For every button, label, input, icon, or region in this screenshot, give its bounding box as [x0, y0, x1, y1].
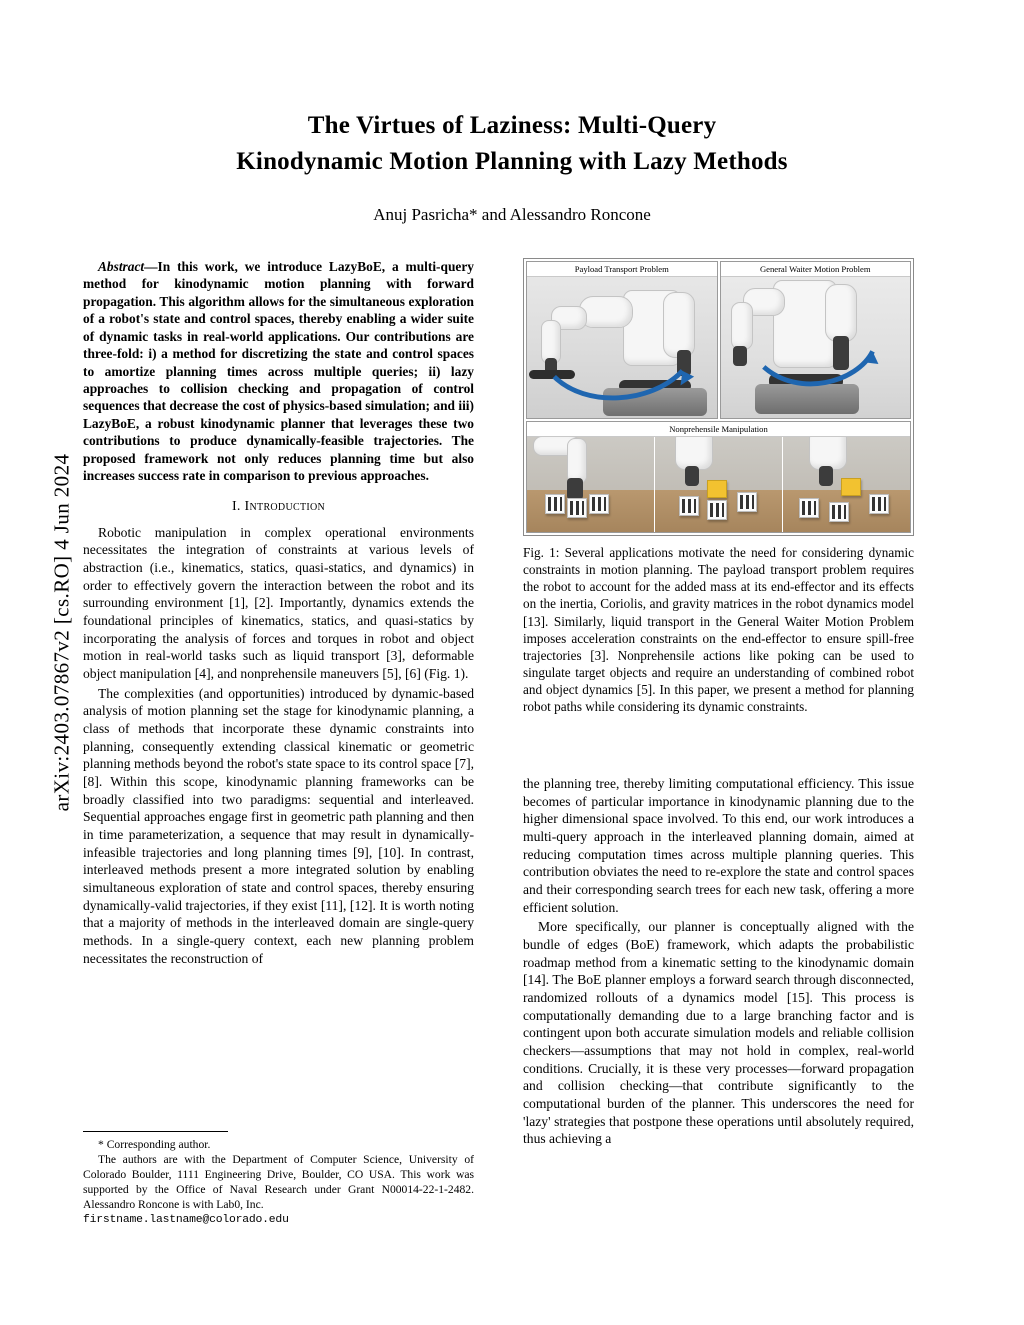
- figure-1: [523, 258, 914, 716]
- title-line-1: The Virtues of Laziness: Multi-Query: [307, 112, 717, 139]
- figure-panel-payload-transport: [526, 261, 718, 419]
- payload-arrow-icon: [527, 262, 716, 416]
- figure-panel-nonprehensile: [526, 421, 911, 533]
- panel-3-title: Nonprehensile Manipulation: [527, 422, 910, 437]
- right-paragraph-1: the planning tree, thereby limiting computational efficiency. This issue becomes of particular importance in kinodynamic planning due to the higher dimensional space involved. To this end, our work introduces a multi-query approach in the interleaved planning domain, aimed at reducing computation times across multiple planning queries. This contribution obviates the need to re-explore the state and control spaces and their corresponding search trees for each new task, offering a more efficient solution.: [523, 776, 914, 915]
- payload-transport-scene: [527, 262, 717, 418]
- footnote-divider: [83, 1131, 228, 1132]
- intro-paragraph-2: The complexities (and opportunities) introduced by dynamic-based analysis of motion planning set the stage for kinodynamic planning, a class of methods that incorporate these dynamic constraints into planning, consequently extending classical kinematic or geometric planning methods beyond the robot's state space to its control space [7], [8]. Within this scope, kinodynamic planning frameworks can be broadly classified into two paradigms: sequential and interleaved. Sequential approaches engage first in geometric path planning and then in time parameterization, a sequence that may result in dynamically-infeasible trajectories and long planning times [9], [10]. In contrast, interleaved methods present a more integrated solution by enabling simultaneous exploration of state and control spaces, thereby ensuring dynamically-valid trajectories, if they exist [11], [12]. It is worth noting that a majority of methods in the interleaved domain are single-query methods. In a single-query context, each new planning problem necessitates the reconstruction of: [83, 685, 474, 966]
- arxiv-stamp: arXiv:2403.07867v2 [cs.RO] 4 Jun 2024: [49, 453, 74, 812]
- figure-panel-waiter-motion: [720, 261, 912, 419]
- right-column: [523, 775, 914, 1148]
- right-paragraph-2: More specifically, our planner is conceptually aligned with the bundle of edges (BoE) framework, which adapts the probabilistic roadmap method from a kinematic setting to the kinodynamic domain [14]. The BoE planner employs a forward search through disconnected, randomized rollouts of a dynamics model [15]. This process is computationally demanding due to a large branching factor and is contingent upon both accurate simulation models and reliable collision checkers—assumptions that may not hold in complex, real-world conditions. Crucially, it is these very processes—forward propagation and collision checking—that contribute significantly to the computational burden of the planner. This underscores the need for 'lazy' strategies that postpone these operations until absolutely required, thus achieving a: [523, 919, 914, 1147]
- abstract-text: —In this work, we introduce LazyBoE, a multi-query method for kinodynamic motion planning with forward propagation. This algorithm allows for the simultaneous exploration of a robot's state and control spaces, thereby enabling a wider suite of dynamic tasks in real-world applications. Our contributions are three-fold: i) a method for discretizing the state and control spaces to amortize planning times across multiple queries; ii) lazy approaches to collision checking and propagation of control sequences that decrease the cost of physics-based simulation; and iii) LazyBoE, a robust kinodynamic planner that leverages these two contributions to produce dynamically-feasible trajectories. The proposed framework not only reduces planning time but also increases success rate in comparison to previous approaches.: [83, 259, 474, 484]
- left-column: [83, 258, 474, 967]
- author-list: Anuj Pasricha* and Alessandro Roncone: [373, 205, 651, 224]
- abstract-label: Abstract: [98, 259, 145, 274]
- abstract-paragraph: [83, 258, 474, 484]
- figure-caption: [523, 544, 914, 716]
- intro-paragraph-1: Robotic manipulation in complex operational environments necessitates the integration of constraints at various levels of abstraction (i.e., kinematics, statics, quasi-statics, and dynamics) in order to effectively govern the interaction between the robot and its surrounding environment [1], [2]. Importantly, dynamics extends the foundational principles of kinematics, statics, and quasi-statics by incorporating the analysis of forces and torques in robot and object motion in real-world tasks such as liquid transport [3], deformable object manipulation [4], and nonprehensile maneuvers [5], [6] (Fig. 1).: [83, 524, 474, 682]
- section-heading-introduction: [83, 498, 474, 516]
- waiter-motion-scene: [721, 262, 911, 418]
- footnote-email[interactable]: firstname.lastname@colorado.edu: [83, 1213, 289, 1226]
- section-title: Introduction: [244, 499, 326, 515]
- title-line-2: Kinodynamic Motion Planning with Lazy Methods: [236, 147, 788, 175]
- figure-top-row: [526, 261, 911, 419]
- nonprehensile-scene: [527, 422, 910, 532]
- waiter-arrow-icon: [721, 262, 910, 416]
- figure-label: Fig. 1:: [523, 545, 560, 560]
- footnote-corresponding: * Corresponding author.: [98, 1138, 211, 1151]
- footnote-block: [83, 1138, 474, 1227]
- section-number: I.: [231, 499, 241, 515]
- figure-image-box: [523, 258, 914, 536]
- panel-1-title: Payload Transport Problem: [527, 262, 717, 277]
- figure-caption-text: Several applications motivate the need for considering dynamic constraints in motion planning. The payload transport problem requires the robot to account for the added mass at its end-effector and its effects on the inertia, Coriolis, and gravity matrices in the robot dynamics model [13]. Similarly, liquid transport in the General Waiter Motion Problem imposes acceleration constraints on the end-effector to ensure spill-free trajectories [3]. Nonprehensile actions like poking can be used to singulate target objects and require an understanding of combined robot and object dynamics [5]. In this paper, we present a method for planning robot paths while considering its dynamic constraints.: [523, 545, 914, 715]
- panel-2-title: General Waiter Motion Problem: [721, 262, 911, 277]
- footnote-affiliation: The authors are with the Department of Computer Science, University of Colorado Boulder, 1111 Engineering Drive, Boulder, CO USA. This work was supported by the Office of Naval Research under Grant N00014-22-1-2482. Alessandro Roncone is with Lab0, Inc.: [83, 1152, 474, 1211]
- page-title: [150, 108, 874, 179]
